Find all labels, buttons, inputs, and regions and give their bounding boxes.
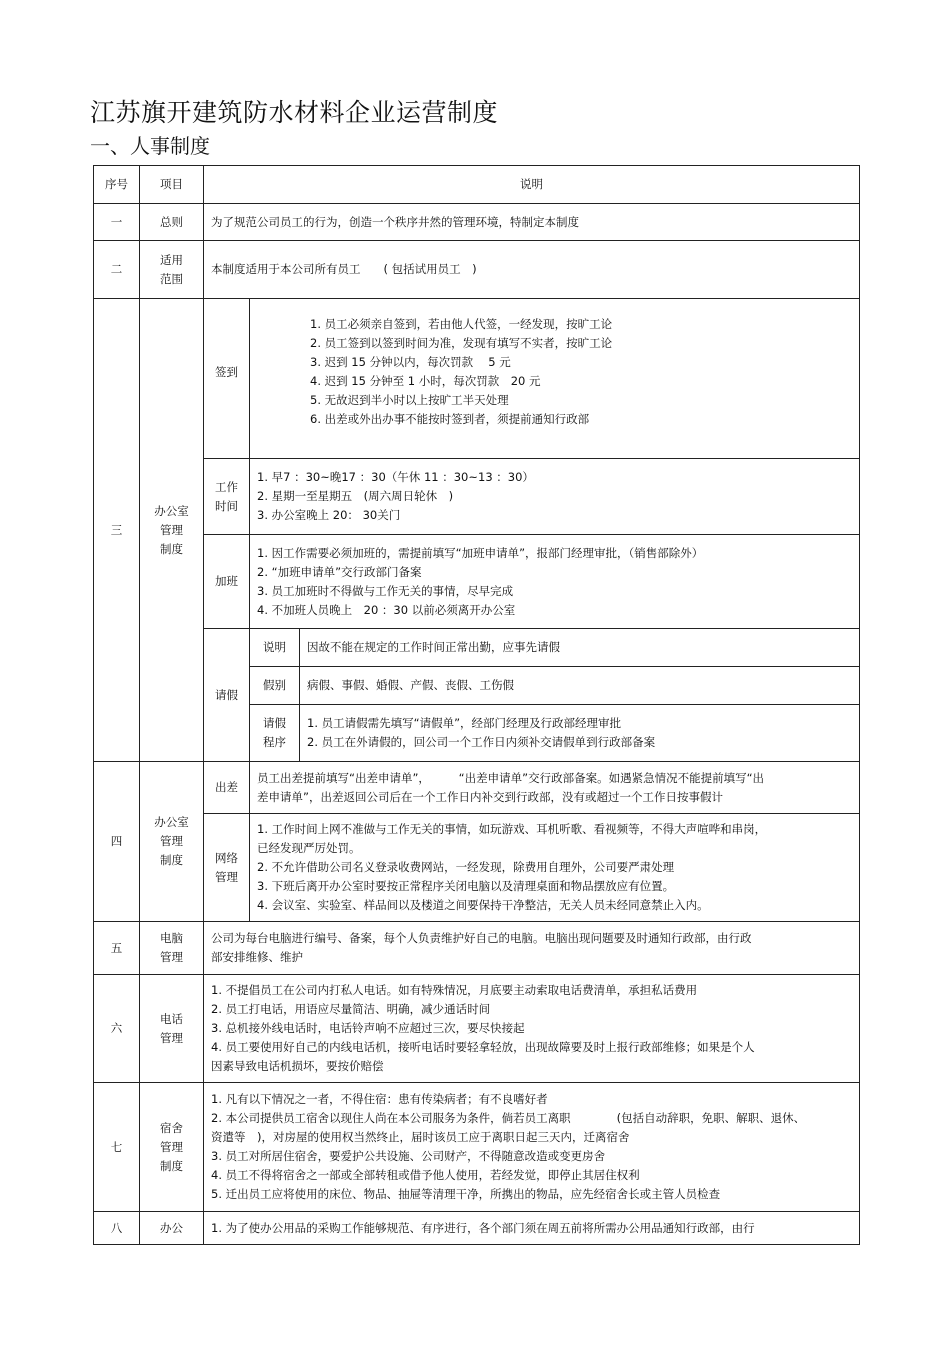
rule-line: 2. 本公司提供员工宿舍以现住人尚在本公司服务为条件，倘若员工离职 (包括自动辞职，免职、解职、退休、 bbox=[211, 1111, 806, 1125]
rule-line: 1. 凡有以下情况之一者，不得住宿：患有传染病者；有不良嗜好者 bbox=[211, 1092, 548, 1106]
header-desc: 说明 bbox=[204, 166, 860, 204]
rule-line: 4. 会议室、实验室、样品间以及楼道之间要保持干净整洁，无关人员未经同意禁止入内。 bbox=[257, 898, 709, 912]
row-item bbox=[140, 922, 204, 975]
item-line: 管理 bbox=[160, 834, 183, 848]
sub-item-network bbox=[204, 814, 250, 922]
rule-line: 已经发现严厉处罚。 bbox=[257, 841, 361, 855]
item-line: 宿舍 bbox=[160, 1120, 183, 1135]
rule-line: 2. 星期一至星期五 (周六周日轮休 ) bbox=[257, 489, 454, 503]
row-desc: 1. 为了使办公用品的采购工作能够规范、有序进行，各个部门须在周五前将所需办公用品通知行政部，由行 bbox=[204, 1212, 860, 1245]
rule-line: 3. 下班后离开办公室时要按正常程序关闭电脑以及清理桌面和物品摆放应有位置。 bbox=[257, 879, 675, 893]
table-row bbox=[94, 922, 860, 975]
item-line: 电话 bbox=[160, 1011, 183, 1026]
rule-line: 3. 员工对所居住宿舍，要爱护公共设施、公司财产，不得随意改造或变更房舍 bbox=[211, 1149, 606, 1163]
header-item: 项目 bbox=[140, 166, 204, 204]
table-row bbox=[94, 204, 860, 241]
rule-line: 部安排维修、维护 bbox=[211, 950, 303, 964]
item-line: 制度 bbox=[160, 1158, 183, 1173]
rule-line: 3. 总机接外线电话时，电话铃声响不应超过三次，要尽快接起 bbox=[211, 1021, 525, 1035]
table-row bbox=[94, 1083, 860, 1212]
overtime-rules bbox=[250, 535, 860, 629]
sub-item-line: 程序 bbox=[263, 735, 286, 749]
document-title: 江苏旗开建筑防水材料企业运营制度 bbox=[90, 98, 499, 127]
rule-line: 1. 员工必须亲自签到，若由他人代签，一经发现，按旷工论 bbox=[310, 317, 613, 331]
rule-line: 员工出差提前填写“出差申请单”， “出差申请单”交行政部备案。如遇紧急情况不能提前填写“出 bbox=[257, 770, 765, 785]
section-title: 一、人事制度 bbox=[90, 134, 210, 158]
row-item bbox=[140, 975, 204, 1083]
sub-item-signin: 签到 bbox=[204, 299, 250, 459]
sub-item-line: 网络 bbox=[215, 850, 238, 865]
sub-item-overtime: 加班 bbox=[204, 535, 250, 629]
row-no: 一 bbox=[94, 204, 140, 241]
row-no: 三 bbox=[94, 299, 140, 762]
rule-line: 公司为每台电脑进行编号、备案，每个人负责维护好自己的电脑。电脑出现问题要及时通知行政部，由行政 bbox=[211, 931, 752, 945]
table-header-row bbox=[94, 166, 860, 204]
row-no: 七 bbox=[94, 1083, 140, 1212]
row-item bbox=[140, 1083, 204, 1212]
row-no: 六 bbox=[94, 975, 140, 1083]
row-desc bbox=[204, 1083, 860, 1212]
table-row bbox=[94, 299, 860, 459]
table-row bbox=[94, 814, 860, 922]
rule-line: 资遣等 )，对房屋的使用权当然终止，届时该员工应于离职日起三天内，迁离宿舍 bbox=[211, 1130, 630, 1144]
trip-rules bbox=[250, 762, 860, 814]
leave-explain: 因故不能在规定的工作时间正常出勤，应事先请假 bbox=[300, 629, 860, 667]
sub-item-leave: 请假 bbox=[204, 629, 250, 762]
rule-line: 4. 迟到 15 分钟至 1 小时，每次罚款 20 元 bbox=[310, 374, 541, 388]
item-line: 管理 bbox=[160, 522, 183, 537]
sub-item-line: 工作 bbox=[215, 479, 238, 494]
row-no: 五 bbox=[94, 922, 140, 975]
row-item bbox=[140, 241, 204, 299]
leave-proc bbox=[300, 705, 860, 762]
rule-line: 4. 员工不得将宿舍之一部或全部转租或借予他人使用，若经发觉，即停止其居住权利 bbox=[211, 1168, 640, 1182]
rule-line: 6. 出差或外出办事不能按时签到者，须提前通知行政部 bbox=[310, 412, 590, 426]
row-desc bbox=[204, 975, 860, 1083]
row-desc: 本制度适用于本公司所有员工 ( 包括试用员工 ) bbox=[204, 241, 860, 299]
rule-line: 5. 迁出员工应将使用的床位、物品、抽屉等清理干净，所携出的物品，应先经宿舍长或主管人员检查 bbox=[211, 1187, 721, 1201]
row-item bbox=[140, 299, 204, 762]
rule-line: 4. 员工要使用好自己的内线电话机，接听电话时要轻拿轻放，出现故障要及时上报行政部维修；如果是个人 bbox=[211, 1040, 755, 1054]
item-line: 办公室 bbox=[154, 815, 189, 829]
sub-item-line: 时间 bbox=[215, 498, 238, 513]
rule-line: 1. 不提倡员工在公司内打私人电话。如有特殊情况，月底要主动索取电话费清单，承担私话费用 bbox=[211, 983, 698, 997]
network-rules bbox=[250, 814, 860, 922]
rule-line: 1. 早7 ：30~晚17 ：30（午休 11 ：30~13 ：30） bbox=[257, 470, 534, 484]
sub-item-worktime bbox=[204, 459, 250, 535]
sub-item-line: 管理 bbox=[215, 869, 238, 884]
leave-types-label: 假别 bbox=[250, 667, 300, 705]
worktime-rules bbox=[250, 459, 860, 535]
table-row bbox=[94, 762, 860, 814]
item-line: 制度 bbox=[160, 853, 183, 867]
rule-line: 差申请单”，出差返回公司后在一个工作日内补交到行政部，没有或超过一个工作日按事假计 bbox=[257, 789, 723, 804]
item-line: 管理 bbox=[160, 1030, 183, 1045]
table-row bbox=[94, 241, 860, 299]
rule-line: 1. 因工作需要必须加班的，需提前填写“加班申请单”，报部门经理审批，（销售部除外） bbox=[257, 545, 704, 560]
row-desc bbox=[204, 922, 860, 975]
rule-line: 2. 员工在外请假的，回公司一个工作日内须补交请假单到行政部备案 bbox=[307, 735, 656, 749]
item-line: 适用 bbox=[160, 252, 183, 267]
table-row bbox=[94, 1212, 860, 1245]
row-no: 四 bbox=[94, 762, 140, 922]
table-row bbox=[94, 975, 860, 1083]
leave-explain-label: 说明 bbox=[250, 629, 300, 667]
row-item bbox=[140, 762, 204, 922]
item-line: 电脑 bbox=[160, 931, 183, 945]
rule-line: 3. 迟到 15 分钟以内，每次罚款 5 元 bbox=[310, 355, 511, 369]
rule-line: 3. 员工加班时不得做与工作无关的事情，尽早完成 bbox=[257, 583, 514, 598]
item-line: 管理 bbox=[160, 950, 183, 964]
table-row bbox=[94, 629, 860, 667]
signin-rules bbox=[250, 299, 860, 459]
rule-line: 4. 不加班人员晚上 20 ：30 以前必须离开办公室 bbox=[257, 602, 516, 617]
table-row bbox=[94, 535, 860, 629]
rule-line: 1. 工作时间上网不准做与工作无关的事情，如玩游戏、耳机听歌、看视频等，不得大声喧哗和串岗， bbox=[257, 822, 767, 836]
row-no: 二 bbox=[94, 241, 140, 299]
table-row bbox=[94, 459, 860, 535]
rule-line: 2. 员工签到以签到时间为准，发现有填写不实者，按旷工论 bbox=[310, 336, 613, 350]
sub-item-line: 请假 bbox=[263, 716, 286, 730]
rule-line: 2. 不允许借助公司名义登录收费网站，一经发现，除费用自理外，公司要严肃处理 bbox=[257, 860, 675, 874]
row-item: 总则 bbox=[140, 204, 204, 241]
leave-types: 病假、事假、婚假、产假、丧假、工伤假 bbox=[300, 667, 860, 705]
row-no: 八 bbox=[94, 1212, 140, 1245]
leave-proc-label bbox=[250, 705, 300, 762]
row-desc: 为了规范公司员工的行为，创造一个秩序井然的管理环境，特制定本制度 bbox=[204, 204, 860, 241]
row-item: 办公 bbox=[140, 1212, 204, 1245]
rule-line: 因素导致电话机损坏，要按价赔偿 bbox=[211, 1059, 384, 1073]
item-line: 范围 bbox=[160, 271, 183, 286]
rule-line: 2. 员工打电话，用语应尽量简洁、明确，减少通话时间 bbox=[211, 1002, 491, 1016]
rule-line: 2. “加班申请单”交行政部门备案 bbox=[257, 564, 422, 579]
rule-line: 3. 办公室晚上 20： 30关门 bbox=[257, 508, 401, 522]
header-no: 序号 bbox=[94, 166, 140, 204]
item-line: 管理 bbox=[160, 1139, 183, 1154]
policy-table bbox=[93, 165, 860, 1245]
item-line: 制度 bbox=[160, 541, 183, 556]
sub-item-trip: 出差 bbox=[204, 762, 250, 814]
rule-line: 5. 无故迟到半小时以上按旷工半天处理 bbox=[310, 393, 509, 407]
rule-line: 1. 员工请假需先填写“请假单”，经部门经理及行政部经理审批 bbox=[307, 716, 622, 730]
item-line: 办公室 bbox=[154, 503, 189, 518]
